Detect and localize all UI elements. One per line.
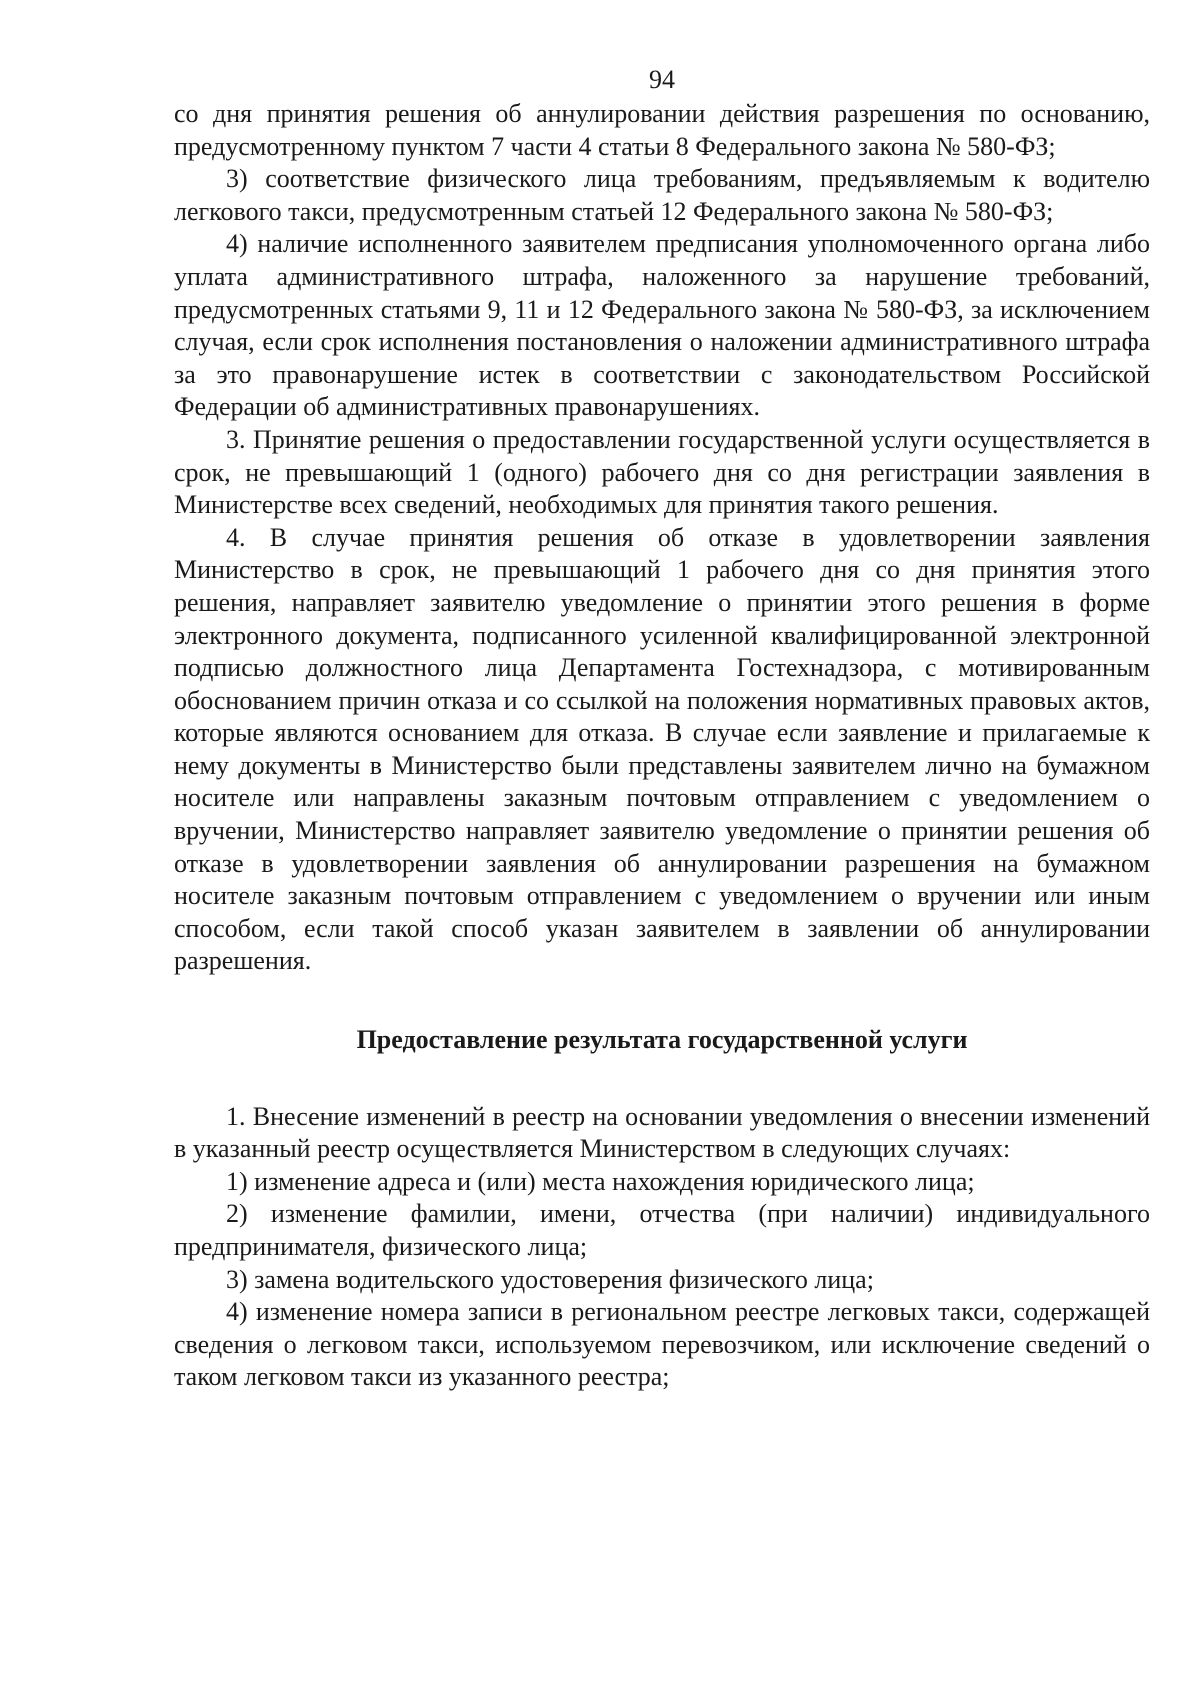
document-page xyxy=(174,64,1150,1394)
paragraph-point-1-registry-changes: 1. Внесение изменений в реестр на основании уведомления о внесении изменений в указанный реестр осуществляется Министерством в следующих случаях: xyxy=(174,1101,1150,1164)
paragraph-case-4-registry-record: 4) изменение номера записи в региональном реестре легковых такси, содержащей сведения о легковом такси, используемом перевозчиком, или исключение сведений о таком легковом такси из указанного реестра; xyxy=(174,1297,1150,1392)
paragraph-point-4-refusal: 4. В случае принятия решения об отказе в удовлетворении заявления Министерство в срок, не превышающий 1 рабочего дня со дня принятия этого решения, направляет заявителю уведомление о принятии этого решения в форме электронного документа, подписанного усиленной квалифицированной электронной подписью должностного лица Департамента Гостехнадзора, с мотивированным обоснованием причин отказа и со ссылкой на положения нормативных правовых актов, которые являются основанием для отказа. В случае если заявление и прилагаемые к нему документы в Министерство были представлены заявителем лично на бумажном носителе или направлены заказным почтовым отправлением с уведомлением о вручении, Министерство направляет заявителю уведомление о принятии решения об отказе в удовлетворении заявления об аннулировании разрешения на бумажном носителе заказным почтовым отправлением с уведомлением о вручении или иным способом, если такой способ указан заявителем в заявлении об аннулировании разрешения. xyxy=(174,522,1150,976)
page-number: 94 xyxy=(649,65,675,94)
paragraph-case-1-address: 1) изменение адреса и (или) места нахождения юридического лица; xyxy=(226,1166,975,1196)
paragraph-continuation: со дня принятия решения об аннулировании действия разрешения по основанию, предусмотренному пунктом 7 части 4 статьи 8 Федерального закона № 580-ФЗ; xyxy=(174,99,1150,161)
paragraph-point-3-decision-term: 3. Принятие решения о предоставлении государственной услуги осуществляется в срок, не превышающий 1 (одного) рабочего дня со дня регистрации заявления в Министерстве всех сведений, необходимых для принятия такого решения. xyxy=(174,424,1150,520)
paragraph-item-4-fine-paid: 4) наличие исполненного заявителем предписания уполномоченного органа либо уплата административного штрафа, наложенного за нарушение требований, предусмотренных статьями 9, 11 и 12 Федерального закона № 580-ФЗ, за исключением случая, если срок исполнения постановления о наложении административного штрафа за это правонарушение истек в соответствии с законодательством Российской Федерации об административных правонарушениях. xyxy=(174,229,1150,422)
paragraph-item-3-driver-requirements: 3) соответствие физического лица требованиям, предъявляемым к водителю легкового такси, предусмотренным статьей 12 Федерального закона № 580-ФЗ; xyxy=(174,164,1150,226)
section-heading: Предоставление результата государственной услуги xyxy=(356,1025,968,1055)
paragraph-case-3-license: 3) замена водительского удостоверения физического лица; xyxy=(226,1264,874,1294)
paragraph-case-2-name: 2) изменение фамилии, имени, отчества (при наличии) индивидуального предпринимателя, физического лица; xyxy=(174,1199,1150,1261)
